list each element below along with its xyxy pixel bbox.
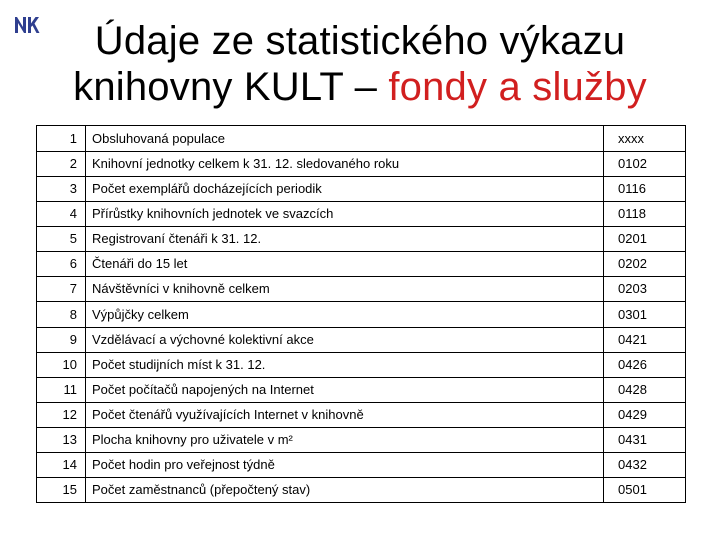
row-label: Vzdělávací a výchovné kolektivní akce xyxy=(86,328,604,353)
row-label: Registrovaní čtenáři k 31. 12. xyxy=(86,227,604,252)
row-code: xxxx xyxy=(604,126,686,152)
row-number: 6 xyxy=(37,252,86,277)
row-code: 0201 xyxy=(604,227,686,252)
row-code: 0428 xyxy=(604,378,686,403)
row-number: 8 xyxy=(37,302,86,328)
statistics-table xyxy=(36,125,686,503)
table-row xyxy=(37,403,686,428)
row-number: 12 xyxy=(37,403,86,428)
row-code: 0118 xyxy=(604,202,686,227)
table-row xyxy=(37,328,686,353)
row-number: 2 xyxy=(37,152,86,177)
row-label: Počet studijních míst k 31. 12. xyxy=(86,353,604,378)
row-number: 7 xyxy=(37,277,86,302)
row-number: 5 xyxy=(37,227,86,252)
row-label: Čtenáři do 15 let xyxy=(86,252,604,277)
row-label: Počet zaměstnanců (přepočtený stav) xyxy=(86,478,604,503)
row-number: 15 xyxy=(37,478,86,503)
title-line-1: Údaje ze statistického výkazu xyxy=(94,19,626,63)
table-row xyxy=(37,277,686,302)
row-label: Přírůstky knihovních jednotek ve svazcích xyxy=(86,202,604,227)
table-row xyxy=(37,478,686,503)
row-code: 0431 xyxy=(604,428,686,453)
title-line-2 xyxy=(0,64,720,110)
row-number: 3 xyxy=(37,177,86,202)
table-row xyxy=(37,428,686,453)
row-code: 0116 xyxy=(604,177,686,202)
row-code: 0301 xyxy=(604,302,686,328)
row-number: 9 xyxy=(37,328,86,353)
row-label: Obsluhovaná populace xyxy=(86,126,604,152)
table-row xyxy=(37,227,686,252)
table-row xyxy=(37,152,686,177)
row-label: Knihovní jednotky celkem k 31. 12. sledovaného roku xyxy=(86,152,604,177)
table-row xyxy=(37,378,686,403)
row-label: Počet počítačů napojených na Internet xyxy=(86,378,604,403)
table-row xyxy=(37,202,686,227)
table-row xyxy=(37,126,686,152)
row-number: 11 xyxy=(37,378,86,403)
table-row xyxy=(37,353,686,378)
row-code: 0421 xyxy=(604,328,686,353)
row-label: Návštěvníci v knihovně celkem xyxy=(86,277,604,302)
table-row xyxy=(37,302,686,328)
row-label: Výpůjčky celkem xyxy=(86,302,604,328)
statistics-table-body xyxy=(37,126,686,503)
page-title xyxy=(0,18,720,110)
title-line-2-accent: fondy a služby xyxy=(388,65,647,109)
row-label: Počet hodin pro veřejnost týdně xyxy=(86,453,604,478)
row-number: 13 xyxy=(37,428,86,453)
row-number: 14 xyxy=(37,453,86,478)
row-code: 0432 xyxy=(604,453,686,478)
row-number: 10 xyxy=(37,353,86,378)
row-code: 0429 xyxy=(604,403,686,428)
table-row xyxy=(37,177,686,202)
row-code: 0203 xyxy=(604,277,686,302)
row-label: Počet exemplářů docházejících periodik xyxy=(86,177,604,202)
table-row xyxy=(37,252,686,277)
row-code: 0202 xyxy=(604,252,686,277)
title-line-2-prefix: knihovny KULT – xyxy=(73,65,389,109)
row-code: 0102 xyxy=(604,152,686,177)
row-label: Plocha knihovny pro uživatele v m² xyxy=(86,428,604,453)
table-row xyxy=(37,453,686,478)
row-label: Počet čtenářů využívajících Internet v knihovně xyxy=(86,403,604,428)
row-number: 4 xyxy=(37,202,86,227)
row-code: 0426 xyxy=(604,353,686,378)
row-code: 0501 xyxy=(604,478,686,503)
row-number: 1 xyxy=(37,126,86,152)
